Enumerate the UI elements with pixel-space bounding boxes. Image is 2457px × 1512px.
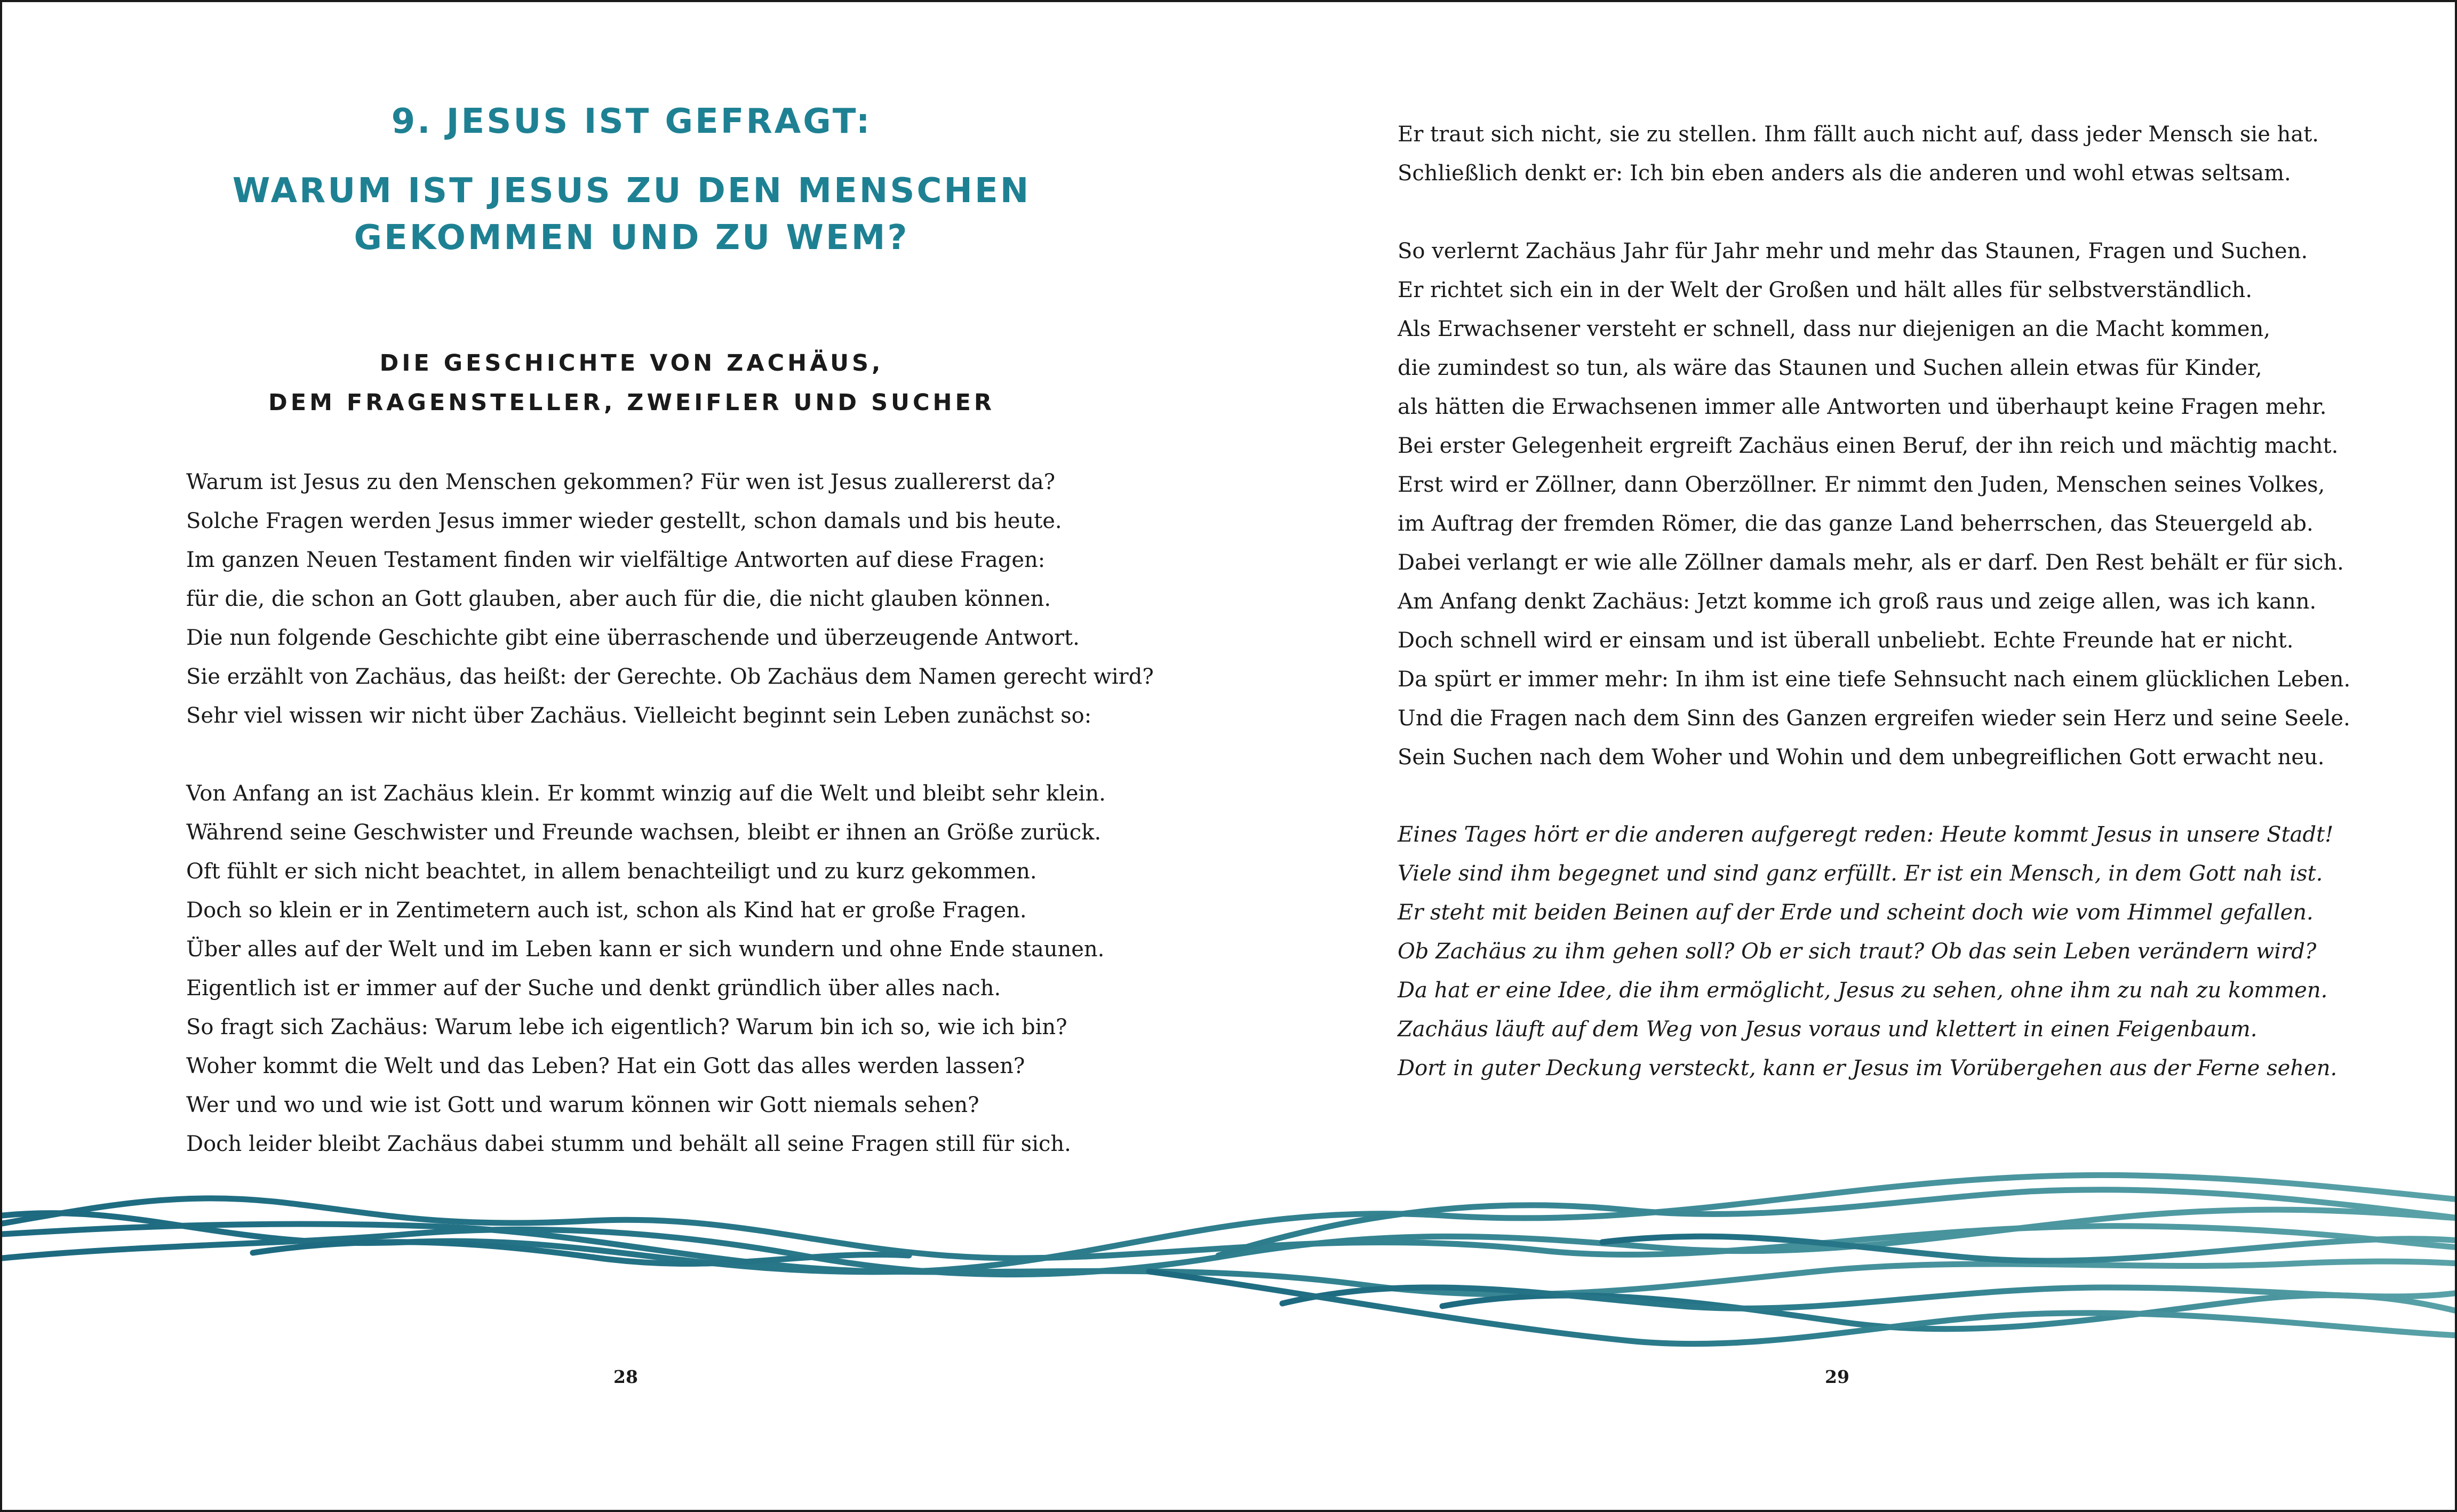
italic-text-line: Dort in guter Deckung versteckt, kann er Jesus im Vorübergehen aus der Ferne sehen. xyxy=(1398,1056,2338,1081)
wave-decoration xyxy=(2,1111,2457,1410)
text-line: Oft fühlt er sich nicht beachtet, in allem benachteiligt und zu kurz gekommen. xyxy=(186,859,1037,884)
text-line: So verlernt Zachäus Jahr für Jahr mehr und mehr das Staunen, Fragen und Suchen. xyxy=(1398,239,2308,263)
text-line: Während seine Geschwister und Freunde wachsen, bleibt er ihnen an Größe zurück. xyxy=(186,820,1102,845)
text-line: als hätten die Erwachsenen immer alle Antworten und überhaupt keine Fragen mehr. xyxy=(1398,395,2327,419)
story-heading-line-1: DIE GESCHICHTE VON ZACHÄUS, xyxy=(379,350,884,377)
text-line: Von Anfang an ist Zachäus klein. Er kommt winzig auf die Welt und bleibt sehr klein. xyxy=(186,781,1106,806)
paragraph-gap xyxy=(1398,193,2350,232)
italic-text-line: Viele sind ihm begegnet und sind ganz erfüllt. Er ist ein Mensch, in dem Gott nah ist. xyxy=(1398,861,2323,886)
paragraph-gap xyxy=(186,735,1154,774)
right-body-text xyxy=(1398,115,2350,777)
text-line: Eigentlich ist er immer auf der Suche und denkt gründlich über alles nach. xyxy=(186,976,1001,1001)
chapter-heading xyxy=(162,98,1101,261)
italic-text-line: Da hat er eine Idee, die ihm ermöglicht, Jesus zu sehen, ohne ihm zu nah zu kommen. xyxy=(1398,978,2328,1003)
story-heading-line-2: DEM FRAGENSTELLER, ZWEIFLER UND SUCHER xyxy=(268,389,995,416)
text-line: Bei erster Gelegenheit ergreift Zachäus einen Beruf, der ihn reich und mächtig macht. xyxy=(1398,434,2339,458)
text-line: für die, die schon an Gott glauben, aber auch für die, die nicht glauben können. xyxy=(186,587,1051,611)
text-line: Sie erzählt von Zachäus, das heißt: der Gerechte. Ob Zachäus dem Namen gerecht wird? xyxy=(186,665,1154,689)
text-line: Sein Suchen nach dem Woher und Wohin und dem unbegreiflichen Gott erwacht neu. xyxy=(1398,745,2325,770)
text-line: Die nun folgende Geschichte gibt eine überraschende und überzeugende Antwort. xyxy=(186,626,1080,650)
text-line: Er traut sich nicht, sie zu stellen. Ihm fällt auch nicht auf, dass jeder Mensch sie hat. xyxy=(1398,122,2319,147)
text-line: Über alles auf der Welt und im Leben kann er sich wundern und ohne Ende staunen. xyxy=(186,937,1105,962)
text-line: Und die Fragen nach dem Sinn des Ganzen ergreifen wieder sein Herz und seine Seele. xyxy=(1398,706,2350,731)
italic-text-line: Zachäus läuft auf dem Weg von Jesus voraus und klettert in einen Feigenbaum. xyxy=(1398,1017,2257,1042)
page-number-right: 29 xyxy=(1825,1366,1849,1387)
text-line: Er richtet sich ein in der Welt der Großen und hält alles für selbstverständlich. xyxy=(1398,278,2253,302)
text-line: Als Erwachsener versteht er schnell, dass nur diejenigen an die Macht kommen, xyxy=(1398,317,2271,341)
text-line: Da spürt er immer mehr: In ihm ist eine tiefe Sehnsucht nach einem glücklichen Leben. xyxy=(1398,667,2351,692)
text-line: Doch so klein er in Zentimetern auch ist, schon als Kind hat er große Fragen. xyxy=(186,898,1027,923)
text-line: Sehr viel wissen wir nicht über Zachäus. Vielleicht beginnt sein Leben zunächst so: xyxy=(186,703,1092,728)
story-heading xyxy=(162,343,1101,422)
text-line: Doch schnell wird er einsam und ist überall unbeliebt. Echte Freunde hat er nicht. xyxy=(1398,628,2294,653)
italic-text-line: Ob Zachäus zu ihm gehen soll? Ob er sich traut? Ob das sein Leben verändern wird? xyxy=(1398,939,2317,964)
text-line: im Auftrag der fremden Römer, die das ganze Land beherrschen, das Steuergeld ab. xyxy=(1398,511,2314,536)
italic-text-line: Er steht mit beiden Beinen auf der Erde und scheint doch wie vom Himmel gefallen. xyxy=(1398,900,2314,925)
text-line: Wer und wo und wie ist Gott und warum können wir Gott niemals sehen? xyxy=(186,1093,979,1117)
text-line: Woher kommt die Welt und das Leben? Hat ein Gott das alles werden lassen? xyxy=(186,1054,1025,1078)
right-italic-text xyxy=(1398,815,2337,1088)
text-line: Solche Fragen werden Jesus immer wieder gestellt, schon damals und bis heute. xyxy=(186,509,1062,533)
text-line: Erst wird er Zöllner, dann Oberzöllner. Er nimmt den Juden, Menschen seines Volkes, xyxy=(1398,473,2325,497)
text-line: Im ganzen Neuen Testament finden wir vielfältige Antworten auf diese Fragen: xyxy=(186,548,1046,572)
left-body-text xyxy=(186,463,1154,1164)
text-line: Warum ist Jesus zu den Menschen gekommen? Für wen ist Jesus zuallererst da? xyxy=(186,470,1056,494)
chapter-question-line-2: GEKOMMEN UND ZU WEM? xyxy=(354,218,910,258)
italic-text-line: Eines Tages hört er die anderen aufgeregt reden: Heute kommt Jesus in unsere Stadt! xyxy=(1398,822,2334,847)
text-line: Schließlich denkt er: Ich bin eben anders als die anderen und wohl etwas seltsam. xyxy=(1398,161,2291,186)
chapter-number-title: 9. JESUS IST GEFRAGT: xyxy=(391,102,872,141)
text-line: die zumindest so tun, als wäre das Staunen und Suchen allein etwas für Kinder, xyxy=(1398,356,2262,380)
chapter-question-line-1: WARUM IST JESUS ZU DEN MENSCHEN xyxy=(232,171,1031,211)
text-line: Doch leider bleibt Zachäus dabei stumm und behält all seine Fragen still für sich. xyxy=(186,1132,1071,1156)
text-line: So fragt sich Zachäus: Warum lebe ich eigentlich? Warum bin ich so, wie ich bin? xyxy=(186,1015,1067,1039)
text-line: Dabei verlangt er wie alle Zöllner damals mehr, als er darf. Den Rest behält er für sich. xyxy=(1398,550,2344,575)
text-line: Am Anfang denkt Zachäus: Jetzt komme ich groß raus und zeige allen, was ich kann. xyxy=(1398,589,2317,614)
page-number-left: 28 xyxy=(613,1366,638,1387)
